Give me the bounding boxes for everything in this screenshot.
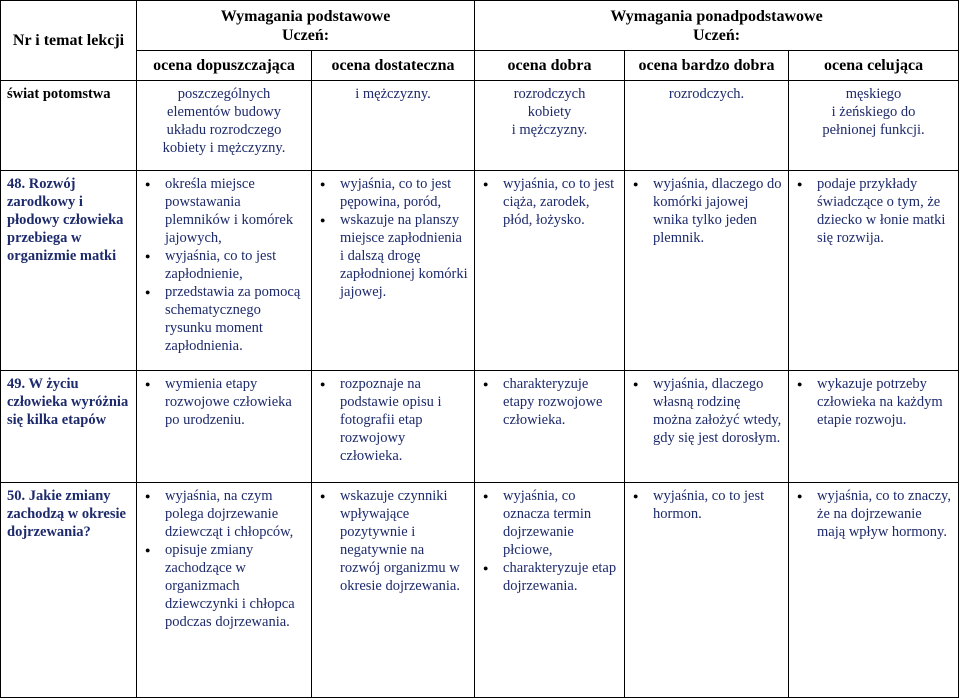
requirement-list [795,487,952,541]
list-item: ● wymienia etapy rozwojowe człowieka po urodzeniu. [143,375,305,429]
requirement-cell [312,171,475,371]
requirement-cell [137,483,312,698]
requirement-list [143,487,305,631]
requirement-cell [137,371,312,483]
list-item: ● wyjaśnia, co to jest ciąża, zarodek, płód, łożysko. [481,175,618,229]
grade-header: ocena bardzo dobra [625,51,789,81]
list-item: ● wyjaśnia, dlaczego do komórki jajowej wnika tylko jeden plemnik. [631,175,782,247]
requirement-line: męskiego [845,86,902,102]
requirement-line: i mężczyzny. [355,86,431,102]
requirement-cell [475,483,625,698]
requirement-line: rozrodczych [513,86,586,102]
requirement-line: rozrodczych. [668,86,745,102]
lesson-title: świat potomstwa [1,81,137,171]
lesson-title: 50. Jakie zmiany zachodzą w okresie dojrzewania? [1,483,137,698]
table-row [1,81,959,171]
requirement-list [795,175,952,247]
list-item: ● wyjaśnia, co to jest zapłodnienie, [143,247,305,283]
list-item: ● podaje przykłady świadczące o tym, że dziecko w łonie matki się rozwija. [795,175,952,247]
requirement-cell [137,81,312,171]
requirement-line: kobiety [527,104,572,120]
requirement-list [318,487,468,595]
list-item: ● określa miejsce powstawania plemników i komórek jajowych, [143,175,305,247]
requirement-cell [475,171,625,371]
requirement-list [481,375,618,429]
requirement-text [481,85,618,139]
requirement-line: poszczególnych [177,86,271,102]
list-item: ● wykazuje potrzeby człowieka na każdym etapie rozwoju. [795,375,952,429]
requirement-text [631,85,782,103]
grade-header: ocena celująca [789,51,959,81]
table-row [1,371,959,483]
requirement-list [481,487,618,595]
requirement-cell [789,371,959,483]
list-item: ● rozpoznaje na podstawie opisu i fotografii etap rozwojowy człowieka. [318,375,468,465]
list-item: ● wskazuje na planszy miejsce zapłodnienia i dalszą drogę zapłodnionej komórki jajowej. [318,211,468,301]
requirement-cell [475,81,625,171]
requirement-cell [475,371,625,483]
requirement-list [318,375,468,465]
list-item: ● opisuje zmiany zachodzące w organizmach dziewczynki i chłopca podczas dojrzewania. [143,541,305,631]
grade-header: ocena dopuszczająca [137,51,312,81]
table-row [1,171,959,371]
requirement-line: kobiety i mężczyzny. [162,140,286,156]
requirement-cell [789,171,959,371]
requirement-cell [312,371,475,483]
requirement-line: i żeńskiego do [831,104,916,120]
requirement-list [795,375,952,429]
requirement-list [143,375,305,429]
requirement-cell [789,483,959,698]
list-item: ● wyjaśnia, dlaczego własną rodzinę można założyć wtedy, gdy się jest dorosłym. [631,375,782,447]
requirement-list [631,175,782,247]
list-item: ● wskazuje czynniki wpływające pozytywnie i negatywnie na rozwój organizmu w okresie dojrzewania. [318,487,468,595]
requirement-line: układu rozrodczego [166,122,282,138]
basic-requirements-header: Wymagania podstawowe Uczeń: [137,1,475,51]
requirement-cell [137,171,312,371]
requirement-list [481,175,618,229]
requirement-list [631,487,782,523]
requirement-cell [312,81,475,171]
requirement-line: pełnionej funkcji. [822,122,925,138]
requirement-cell [625,81,789,171]
requirement-text [795,85,952,139]
list-item: ● przedstawia za pomocą schematycznego rysunku moment zapłodnienia. [143,283,305,355]
requirement-cell [789,81,959,171]
lesson-column-header: Nr i temat lekcji [1,1,137,81]
requirement-line: i mężczyzny. [511,122,588,138]
requirement-cell [312,483,475,698]
list-item: ● wyjaśnia, co oznacza termin dojrzewanie płciowe, [481,487,618,559]
list-item: ● charakteryzuje etapy rozwojowe człowieka. [481,375,618,429]
list-item: ● wyjaśnia, co to jest pępowina, poród, [318,175,468,211]
list-item: ● wyjaśnia, co to jest hormon. [631,487,782,523]
advanced-requirements-header: Wymagania ponadpodstawowe Uczeń: [475,1,959,51]
list-item: ● wyjaśnia, na czym polega dojrzewanie dziewcząt i chłopców, [143,487,305,541]
table-row [1,483,959,698]
requirement-line: elementów budowy [167,104,281,120]
requirement-text [143,85,305,157]
requirement-cell [625,171,789,371]
lesson-title: 48. Rozwój zarodkowy i płodowy człowieka przebiega w organizmie matki [1,171,137,371]
requirement-cell [625,371,789,483]
grade-header: ocena dobra [475,51,625,81]
list-item: ● wyjaśnia, co to znaczy, że na dojrzewanie mają wpływ hormony. [795,487,952,541]
requirement-list [631,375,782,447]
requirement-text [318,85,468,103]
requirement-list [318,175,468,301]
requirement-list [143,175,305,355]
requirement-cell [625,483,789,698]
lesson-title: 49. W życiu człowieka wyróżnia się kilka etapów [1,371,137,483]
grade-header: ocena dostateczna [312,51,475,81]
list-item: ● charakteryzuje etap dojrzewania. [481,559,618,595]
